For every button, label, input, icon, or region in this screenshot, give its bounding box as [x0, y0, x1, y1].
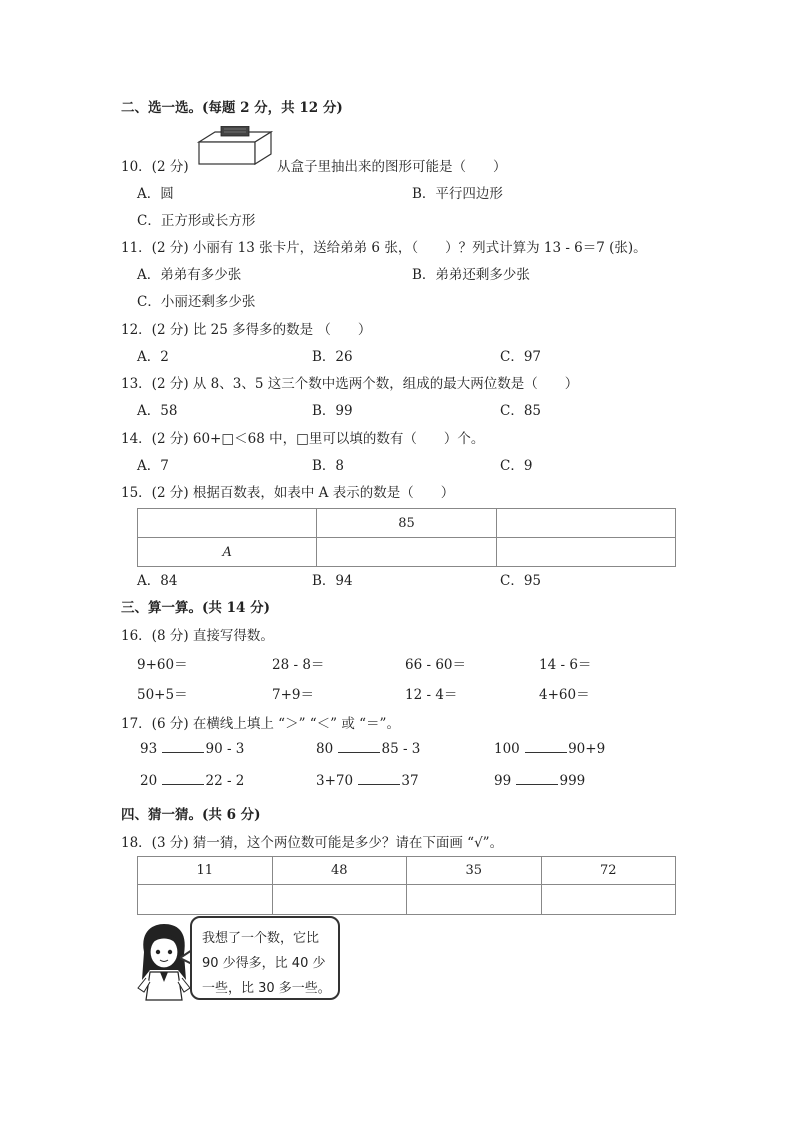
table-cell-a: A — [138, 538, 317, 567]
q17-compare-item — [316, 773, 419, 789]
answer-cell[interactable] — [407, 885, 542, 915]
q14-option-c[interactable]: C．9 — [500, 458, 533, 474]
answer-cell[interactable] — [541, 885, 676, 915]
q11-text: 11．(2 分) 小丽有 13 张卡片，送给弟弟 6 张，（ ）？列式计算为 13 - 6＝7 (张)。 — [121, 240, 647, 256]
compare-right: 22 - 2 — [205, 773, 245, 789]
compare-right: 85 - 3 — [381, 741, 421, 757]
q13-text: 13．(2 分) 从 8、3、5 这三个数中选两个数，组成的最大两位数是（ ） — [121, 376, 579, 392]
table-header: 72 — [541, 857, 676, 885]
q16-calc: 4+60＝ — [539, 687, 590, 703]
answer-blank[interactable] — [162, 741, 204, 753]
table-cell: 85 — [317, 509, 496, 538]
q15-option-b[interactable]: B．94 — [312, 573, 353, 589]
q10-stem: 从盒子里抽出来的图形可能是（ ） — [277, 159, 507, 175]
q16-calc: 14 - 6＝ — [539, 657, 592, 673]
answer-blank[interactable] — [358, 773, 400, 785]
q10-option-a[interactable]: A．圆 — [137, 186, 174, 202]
speech-text: 我想了一个数，它比 90 少得多，比 40 少一些，比 30 多一些。 — [202, 931, 331, 996]
compare-right: 999 — [559, 773, 586, 789]
q11-option-b[interactable]: B．弟弟还剩多少张 — [412, 267, 530, 283]
q16-calc: 12 - 4＝ — [405, 687, 458, 703]
q18-text: 18．(3 分) 猜一猜，这个两位数可能是多少？请在下面画 “√”。 — [121, 835, 504, 851]
table-header: 11 — [138, 857, 273, 885]
answer-blank[interactable] — [516, 773, 558, 785]
table-header: 48 — [272, 857, 407, 885]
q13-option-c[interactable]: C．85 — [500, 403, 542, 419]
answer-blank[interactable] — [525, 741, 567, 753]
q15-option-a[interactable]: A．84 — [137, 573, 178, 589]
speech-bubble — [190, 916, 340, 1000]
answer-cell[interactable] — [138, 885, 273, 915]
q10-number: 10．(2 分) — [121, 159, 189, 175]
q15-text: 15．(2 分) 根据百数表，如表中 A 表示的数是（ ） — [121, 485, 455, 501]
compare-left: 3+70 — [316, 773, 354, 789]
q10-option-b[interactable]: B．平行四边形 — [412, 186, 503, 202]
q13-option-a[interactable]: A．58 — [137, 403, 178, 419]
q12-option-c[interactable]: C．97 — [500, 349, 542, 365]
q17-compare-item — [494, 741, 605, 757]
q16-text: 16．(8 分) 直接写得数。 — [121, 628, 274, 644]
q17-text: 17．(6 分) 在横线上填上 “＞” “＜” 或 “＝”。 — [121, 716, 400, 732]
q11-option-c[interactable]: C．小丽还剩多少张 — [137, 294, 256, 310]
q12-option-a[interactable]: A．2 — [137, 349, 169, 365]
q12-option-b[interactable]: B．26 — [312, 349, 353, 365]
compare-right: 90+9 — [568, 741, 606, 757]
section-4-title: 四、猜一猜。(共 6 分) — [121, 807, 261, 823]
compare-left: 100 — [494, 741, 520, 757]
answer-cell[interactable] — [272, 885, 407, 915]
answer-blank[interactable] — [162, 773, 204, 785]
table-cell — [496, 509, 675, 538]
compare-left: 93 — [140, 741, 158, 757]
q17-compare-item — [140, 741, 244, 757]
q11-option-a[interactable]: A．弟弟有多少张 — [137, 267, 242, 283]
box-image — [197, 126, 273, 170]
hundred-chart-table — [137, 508, 676, 567]
table-header: 35 — [407, 857, 542, 885]
q16-calc: 66 - 60＝ — [405, 657, 467, 673]
table-cell — [138, 509, 317, 538]
q17-compare-item — [494, 773, 585, 789]
compare-left: 80 — [316, 741, 334, 757]
table-cell — [496, 538, 675, 567]
q17-compare-item — [140, 773, 244, 789]
section-3-title: 三、算一算。(共 14 分) — [121, 600, 270, 616]
q16-calc: 9+60＝ — [137, 657, 188, 673]
compare-right: 90 - 3 — [205, 741, 245, 757]
q14-option-a[interactable]: A．7 — [137, 458, 169, 474]
compare-left: 99 — [494, 773, 512, 789]
q16-calc: 50+5＝ — [137, 687, 188, 703]
q17-compare-item — [316, 741, 420, 757]
q14-text: 14．(2 分) 60+□＜68 中，□里可以填的数有（ ）个。 — [121, 431, 485, 447]
guess-table — [137, 856, 676, 915]
q16-calc: 28 - 8＝ — [272, 657, 325, 673]
q14-option-b[interactable]: B．8 — [312, 458, 345, 474]
q12-text: 12．(2 分) 比 25 多得多的数是 （ ） — [121, 322, 372, 338]
q15-option-c[interactable]: C．95 — [500, 573, 542, 589]
section-2-title: 二、选一选。(每题 2 分，共 12 分) — [121, 100, 343, 116]
q16-calc: 7+9＝ — [272, 687, 314, 703]
answer-blank[interactable] — [338, 741, 380, 753]
table-cell — [317, 538, 496, 567]
q13-option-b[interactable]: B．99 — [312, 403, 353, 419]
compare-left: 20 — [140, 773, 158, 789]
compare-right: 37 — [401, 773, 419, 789]
q10-option-c[interactable]: C．正方形或长方形 — [137, 213, 256, 229]
